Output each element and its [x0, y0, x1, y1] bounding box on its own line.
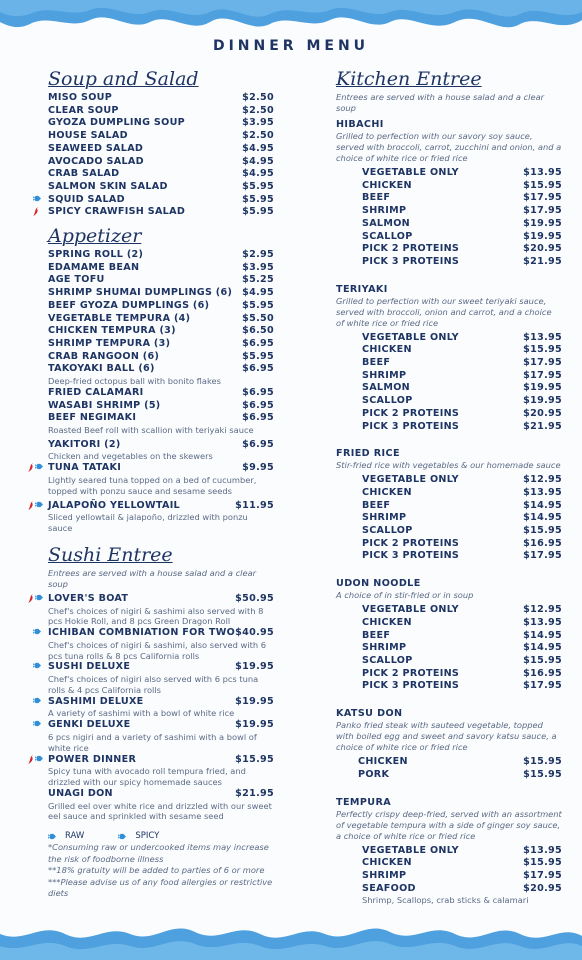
menu-item-row — [48, 627, 274, 640]
menu-item-name: BEEF GYOZA DUMPLINGS (6) — [48, 299, 210, 311]
menu-item-price: $40.95 — [235, 627, 274, 639]
menu-item-name: SASHIMI DELUXE — [48, 695, 144, 707]
menu-item-name: JALAPOÑO YELLOWTAIL — [48, 499, 180, 511]
sushi-entree-list — [48, 593, 274, 822]
menu-item-price: $16.95 — [523, 667, 562, 679]
menu-item-name: SCALLOP — [362, 395, 413, 407]
menu-item-name: BEEF NEGIMAKI — [48, 412, 137, 424]
menu-item-price: $2.50 — [242, 130, 274, 142]
chili-pepper-icon — [28, 755, 34, 764]
menu-item-row — [362, 344, 562, 357]
kitchen-group-title: KATSU DON — [336, 708, 403, 720]
item-markers — [28, 501, 44, 510]
menu-item-name: SCALLOP — [362, 525, 413, 537]
menu-item-row — [48, 400, 274, 413]
menu-item-price: $15.95 — [523, 857, 562, 869]
menu-item-price: $3.95 — [242, 117, 274, 129]
menu-item-price: $17.95 — [523, 357, 562, 369]
menu-item-price: $6.95 — [242, 399, 274, 411]
appetizer-list — [48, 249, 274, 534]
menu-item-price: $4.95 — [242, 168, 274, 180]
menu-item-price: $15.95 — [523, 756, 562, 768]
menu-item-row — [362, 205, 562, 218]
menu-item-price: $19.95 — [235, 719, 274, 731]
menu-item-row — [48, 194, 274, 207]
menu-item-name: GENKI DELUXE — [48, 719, 131, 731]
menu-item-name: VEGETABLE ONLY — [362, 604, 459, 616]
menu-item-price: $5.95 — [242, 193, 274, 205]
menu-item-price: $15.95 — [523, 768, 562, 780]
chili-pepper-icon — [28, 594, 34, 603]
fish-icon — [33, 628, 42, 635]
menu-item-name: CHICKEN — [362, 344, 412, 356]
menu-item-price: $5.95 — [242, 299, 274, 311]
menu-item-name: PICK 3 PROTEINS — [362, 420, 460, 432]
menu-item-price: $17.95 — [523, 550, 562, 562]
menu-item-price: $13.95 — [523, 167, 562, 178]
menu-item-row — [362, 655, 562, 668]
menu-item-price: $14.95 — [523, 512, 562, 524]
menu-item-row — [48, 287, 274, 300]
menu-item-price: $21.95 — [523, 420, 562, 432]
menu-item-row — [48, 363, 274, 376]
menu-item-row — [362, 231, 562, 244]
menu-item-name: VEGETABLE ONLY — [362, 844, 459, 856]
menu-item-row — [48, 274, 274, 287]
menu-item-row — [362, 500, 562, 513]
kitchen-group-title: UDON NOODLE — [336, 578, 421, 590]
menu-item-name: PORK — [358, 768, 390, 780]
menu-item-name: PICK 3 PROTEINS — [362, 680, 460, 692]
menu-item-row — [48, 249, 274, 262]
item-markers — [33, 697, 42, 704]
soup-salad-title: Soup and Salad — [48, 68, 199, 90]
menu-item-price: $17.95 — [523, 205, 562, 217]
item-markers — [33, 195, 42, 202]
menu-item-row — [48, 593, 274, 606]
menu-item-name: SPICY CRAWFISH SALAD — [48, 206, 186, 218]
menu-item-name: SEAFOOD — [362, 882, 416, 894]
kitchen-group-description: Stir-fried rice with vegetables & our homemade sauce — [336, 460, 561, 471]
item-markers — [28, 594, 44, 603]
menu-item-name: PICK 3 PROTEINS — [362, 255, 460, 267]
appetizer-title: Appetizer — [48, 225, 142, 248]
item-markers — [28, 463, 44, 472]
menu-item-name: CHICKEN — [362, 179, 412, 191]
item-markers — [33, 207, 39, 216]
menu-item-row — [48, 168, 274, 181]
menu-item-price: $13.95 — [523, 844, 562, 856]
menu-item-name: CHICKEN — [358, 756, 408, 768]
menu-item-name: BEEF — [362, 629, 391, 641]
menu-item-price: $2.50 — [242, 92, 274, 103]
fish-icon — [35, 594, 44, 601]
kitchen-entree-list — [336, 118, 562, 906]
menu-item-name: PICK 2 PROTEINS — [362, 667, 460, 679]
kitchen-group-items — [336, 604, 562, 693]
menu-item-price: $13.95 — [523, 616, 562, 628]
legend — [48, 830, 274, 842]
menu-item-price: $20.95 — [523, 243, 562, 255]
menu-item-name: CRAB RANGOON (6) — [48, 350, 160, 362]
chili-pepper-icon — [28, 463, 34, 472]
footnote: *Consuming raw or undercooked items may increase the risk of foodborne illness — [48, 842, 269, 864]
menu-item-name: SCALLOP — [362, 230, 413, 242]
fish-icon — [33, 697, 42, 704]
menu-item-row — [48, 156, 274, 169]
menu-item-name: WASABI SHRIMP (5) — [48, 399, 161, 411]
chili-pepper-icon — [28, 501, 34, 510]
menu-item-row — [362, 525, 562, 538]
menu-item-row — [362, 256, 562, 269]
menu-item-name: POWER DINNER — [48, 753, 137, 765]
menu-item-row — [362, 218, 562, 231]
menu-item-row — [362, 382, 562, 395]
kitchen-group-items — [336, 167, 562, 269]
menu-item-description: A variety of sashimi with a bowl of white rice — [48, 708, 235, 719]
kitchen-entree-title: Kitchen Entree — [336, 68, 482, 90]
menu-item-row — [48, 439, 274, 452]
menu-item-price: $17.95 — [523, 680, 562, 692]
menu-item-price: $12.95 — [523, 604, 562, 616]
menu-item-row — [362, 474, 562, 487]
menu-item-row — [48, 130, 274, 143]
bottom-wave-border — [0, 916, 582, 960]
menu-item-price: $6.95 — [242, 412, 274, 424]
fish-icon — [33, 662, 42, 669]
menu-item-row — [362, 845, 562, 858]
menu-item-row — [362, 630, 562, 643]
menu-item-name: UNAGI DON — [48, 787, 113, 799]
menu-item-price: $50.95 — [235, 592, 274, 604]
menu-item-name: EDAMAME BEAN — [48, 261, 140, 273]
fish-icon — [48, 833, 57, 840]
menu-item-name: PICK 2 PROTEINS — [362, 537, 460, 549]
menu-item-price: $4.95 — [242, 142, 274, 154]
menu-item-row — [362, 370, 562, 383]
kitchen-group-title: TERIYAKI — [336, 283, 388, 295]
menu-item-name: VEGETABLE ONLY — [362, 167, 459, 178]
menu-item-row — [362, 857, 562, 870]
menu-item-row — [48, 387, 274, 400]
menu-item-description: Deep-fried octopus ball with bonito flakes — [48, 376, 221, 387]
menu-item-price: $6.50 — [242, 325, 274, 337]
menu-item-price: $5.95 — [242, 206, 274, 218]
menu-item-price: $12.95 — [523, 474, 562, 486]
menu-item-price: $5.95 — [242, 180, 274, 192]
menu-item-row — [48, 696, 274, 709]
fish-icon — [35, 755, 44, 762]
menu-item-row — [362, 243, 562, 256]
menu-item-price: $6.95 — [242, 337, 274, 349]
menu-item-row — [362, 357, 562, 370]
menu-item-row — [362, 408, 562, 421]
menu-item-name: PICK 3 PROTEINS — [362, 550, 460, 562]
menu-item-price: $6.95 — [242, 386, 274, 398]
menu-item-name: SHRIMP — [362, 869, 407, 881]
item-markers — [33, 720, 42, 727]
menu-item-row — [358, 756, 562, 769]
menu-item-row — [362, 487, 562, 500]
menu-item-row — [48, 313, 274, 326]
menu-item-price: $3.95 — [242, 261, 274, 273]
menu-item-row — [362, 538, 562, 551]
menu-item-name: SALMON SKIN SALAD — [48, 180, 168, 192]
fish-icon — [35, 501, 44, 508]
menu-item-price: $15.95 — [235, 753, 274, 765]
menu-item-name: VEGETABLE ONLY — [362, 331, 459, 343]
menu-item-price: $17.95 — [523, 369, 562, 381]
menu-item-name: BEEF — [362, 192, 391, 204]
menu-item-row — [362, 668, 562, 681]
menu-item-name: SCALLOP — [362, 654, 413, 666]
menu-item-price: $19.95 — [235, 661, 274, 673]
menu-item-price: $4.95 — [242, 155, 274, 167]
menu-item-row — [48, 143, 274, 156]
menu-item-row — [362, 870, 562, 883]
kitchen-group-items — [336, 756, 562, 781]
menu-item-name: SHRIMP — [362, 369, 407, 381]
menu-item-price: $20.95 — [523, 407, 562, 419]
menu-item-price: $13.95 — [523, 486, 562, 498]
menu-item-row — [48, 351, 274, 364]
menu-item-description: Roasted Beef roll with scallion with teriyaki sauce — [48, 424, 254, 435]
menu-item-row — [48, 206, 274, 219]
menu-item-price: $15.95 — [523, 525, 562, 537]
menu-item-description: 6 pcs nigiri and a variety of sashimi with a bowl of white rice — [48, 731, 257, 753]
right-column — [336, 68, 562, 906]
menu-item-row — [48, 661, 274, 674]
kitchen-group-items — [336, 474, 562, 563]
menu-item-price: $11.95 — [235, 499, 274, 511]
menu-item-price: $5.25 — [242, 274, 274, 286]
menu-item-row — [48, 300, 274, 313]
menu-item-row — [362, 332, 562, 345]
menu-item-row — [362, 680, 562, 693]
menu-item-row — [48, 500, 274, 513]
menu-item-row — [362, 421, 562, 434]
menu-item-name: VEGETABLE TEMPURA (4) — [48, 312, 191, 324]
menu-item-row — [48, 788, 274, 801]
menu-item-row — [362, 167, 562, 180]
menu-item-name: SHRIMP TEMPURA (3) — [48, 337, 171, 349]
menu-item-name: YAKITORI (2) — [48, 438, 121, 450]
menu-item-row — [362, 642, 562, 655]
menu-item-price: $21.95 — [523, 255, 562, 267]
menu-item-price: $15.95 — [523, 654, 562, 666]
menu-item-name: PICK 2 PROTEINS — [362, 407, 460, 419]
legend-raw-label: RAW — [65, 831, 85, 842]
kitchen-group-items — [336, 845, 562, 907]
menu-item-row — [362, 883, 562, 896]
kitchen-group-footnote: Shrimp, Scallops, crab sticks & calamari — [362, 895, 529, 906]
menu-item-name: MISO SOUP — [48, 92, 113, 103]
item-markers — [33, 662, 42, 669]
footnote: **18% gratuity will be added to parties of 6 or more — [48, 865, 265, 876]
menu-item-name: CHICKEN TEMPURA (3) — [48, 325, 176, 337]
menu-item-price: $4.95 — [242, 287, 274, 299]
kitchen-group-items — [336, 332, 562, 434]
fish-icon — [33, 720, 42, 727]
menu-item-name: HOUSE SALAD — [48, 130, 128, 142]
menu-item-price: $17.95 — [523, 869, 562, 881]
menu-item-name: AGE TOFU — [48, 274, 105, 286]
menu-item-price: $9.95 — [242, 462, 274, 474]
legend-spicy-label: SPICY — [135, 831, 160, 842]
menu-item-row — [362, 550, 562, 563]
menu-item-row — [48, 105, 274, 118]
menu-item-price: $19.95 — [523, 382, 562, 394]
menu-item-row — [48, 754, 274, 767]
menu-item-row — [48, 338, 274, 351]
menu-item-name: TAKOYAKI BALL (6) — [48, 363, 155, 375]
menu-item-name: ICHIBAN COMBNIATION FOR TWO — [48, 627, 236, 639]
menu-item-description: Lightly seared tuna topped on a bed of cucumber, topped with ponzu sauce and sesame seeds — [48, 474, 257, 496]
menu-item-price: $5.95 — [242, 350, 274, 362]
menu-item-row — [362, 617, 562, 630]
menu-item-row — [358, 769, 562, 782]
menu-item-name: SUSHI DELUXE — [48, 661, 131, 673]
menu-item-price: $2.95 — [242, 249, 274, 261]
menu-item-name: PICK 2 PROTEINS — [362, 243, 460, 255]
top-wave-border — [0, 0, 582, 40]
menu-item-name: SALMON — [362, 217, 410, 229]
menu-item-row — [48, 92, 274, 105]
menu-item-name: SHRIMP SHUMAI DUMPLINGS (6) — [48, 287, 233, 299]
menu-item-price: $19.95 — [523, 230, 562, 242]
menu-item-row — [48, 719, 274, 732]
menu-item-row — [362, 192, 562, 205]
menu-item-name: SHRIMP — [362, 642, 407, 654]
menu-item-row — [48, 462, 274, 475]
footnote: ***Please advise us of any food allergies or restrictive diets — [48, 876, 273, 899]
menu-item-name: SPRING ROLL (2) — [48, 249, 144, 261]
menu-item-row — [362, 604, 562, 617]
menu-item-row — [362, 512, 562, 525]
kitchen-group-description: A choice of in stir-fried or in soup — [336, 590, 474, 601]
menu-item-price: $19.95 — [523, 395, 562, 407]
menu-item-description: Spicy tuna with avocado roll tempura fried, and drizzled with our spicy homemade sauces — [48, 766, 246, 788]
soup-salad-list — [48, 92, 274, 219]
menu-item-description: Chicken and vegetables on the skewers — [48, 451, 213, 462]
menu-item-name: GYOZA DUMPLING SOUP — [48, 117, 185, 129]
kitchen-group-description: Panko fried steak with sauteed vegetable, topped with boiled egg and sweet and savory katsu sauce, a choice of white rice or fried rice — [336, 720, 557, 753]
menu-item-price: $17.95 — [523, 192, 562, 204]
menu-item-price: $15.95 — [523, 179, 562, 191]
menu-item-row — [48, 262, 274, 275]
menu-item-price: $13.95 — [523, 331, 562, 343]
menu-item-description: Grilled eel over white rice and drizzled with our sweet eel sauce and sprinkled with sesame seed — [48, 800, 272, 822]
kitchen-group-description: Perfectly crispy deep-fried, served with an assortment of vegetable tempura with a side of ginger soy sauce, a choice of white rice or fried rice — [336, 808, 562, 841]
item-markers — [33, 628, 42, 635]
kitchen-entree-note: Entrees are served with a house salad and a clear soup — [336, 92, 545, 113]
menu-item-row — [48, 117, 274, 130]
fish-icon — [118, 833, 127, 840]
menu-item-price: $19.95 — [523, 217, 562, 229]
fish-icon — [35, 463, 44, 470]
menu-item-name: CHICKEN — [362, 486, 412, 498]
menu-item-price: $14.95 — [523, 629, 562, 641]
left-column — [48, 68, 274, 900]
menu-item-price: $14.95 — [523, 499, 562, 511]
menu-item-name: SHRIMP — [362, 205, 407, 217]
menu-item-price: $6.95 — [242, 438, 274, 450]
sushi-entree-title: Sushi Entree — [48, 543, 173, 566]
menu-item-name: CRAB SALAD — [48, 168, 120, 180]
menu-item-description: Chef's choices of nigiri also served with 6 pcs tuna rolls & 4 pcs California rolls — [48, 674, 259, 695]
item-markers — [28, 755, 44, 764]
menu-item-price: $16.95 — [523, 537, 562, 549]
menu-item-description: Chef's choices of nigiri & sashimi, also served with 6 pcs tuna rolls & 8 pcs California rolls — [48, 639, 267, 661]
menu-item-name: SEAWEED SALAD — [48, 142, 144, 154]
kitchen-group-description: Grilled to perfection with our sweet teriyaki sauce, served with broccoli, onion and carrot, and a choice of white rice or fried rice — [336, 295, 552, 328]
fish-icon — [33, 195, 42, 202]
menu-item-name: SQUID SALAD — [48, 193, 125, 205]
menu-item-price: $14.95 — [523, 642, 562, 654]
menu-item-name: AVOCADO SALAD — [48, 155, 144, 167]
menu-item-name: BEEF — [362, 499, 391, 511]
menu-item-name: CHICKEN — [362, 616, 412, 628]
menu-item-price: $2.50 — [242, 104, 274, 116]
chili-pepper-icon — [33, 207, 39, 216]
menu-item-price: $15.95 — [523, 344, 562, 356]
menu-item-price: $5.50 — [242, 312, 274, 324]
menu-item-name: SALMON — [362, 382, 410, 394]
kitchen-group-title: TEMPURA — [336, 796, 392, 808]
menu-item-name: CHICKEN — [362, 857, 412, 869]
menu-item-row — [48, 325, 274, 338]
menu-item-price: $19.95 — [235, 695, 274, 707]
menu-item-name: SHRIMP — [362, 512, 407, 524]
menu-item-row — [362, 180, 562, 193]
menu-item-description: Sliced yellowtail & jalapoño, drizzled with ponzu sauce — [48, 512, 248, 534]
sushi-entree-note: Entrees are served with a house salad and a clear soup — [48, 567, 257, 589]
menu-title: DINNER MENU — [212, 38, 370, 54]
menu-item-name: BEEF — [362, 357, 391, 369]
menu-item-row — [48, 181, 274, 194]
kitchen-group-description: Grilled to perfection with our savory soy sauce, served with broccoli, carrot, zucchini and onion, and a choice of white rice or fried rice — [336, 131, 562, 163]
menu-item-row — [362, 395, 562, 408]
menu-item-name: FRIED CALAMARI — [48, 386, 144, 398]
menu-item-name: VEGETABLE ONLY — [362, 474, 459, 486]
menu-item-name: CLEAR SOUP — [48, 104, 119, 116]
menu-item-price: $20.95 — [523, 882, 562, 894]
kitchen-group-title: FRIED RICE — [336, 448, 400, 460]
menu-item-name: LOVER'S BOAT — [48, 592, 129, 604]
kitchen-group-title: HIBACHI — [336, 119, 384, 130]
menu-item-description: Chef's choices of nigiri & sashimi also served with 8 pcs Hokie Roll, and 8 pcs Green Dragon Roll — [48, 605, 264, 627]
menu-item-price: $21.95 — [235, 787, 274, 799]
menu-item-name: TUNA TATAKI — [48, 462, 122, 474]
menu-item-row — [48, 412, 274, 425]
footnotes — [48, 842, 274, 900]
menu-item-price: $6.95 — [242, 363, 274, 375]
